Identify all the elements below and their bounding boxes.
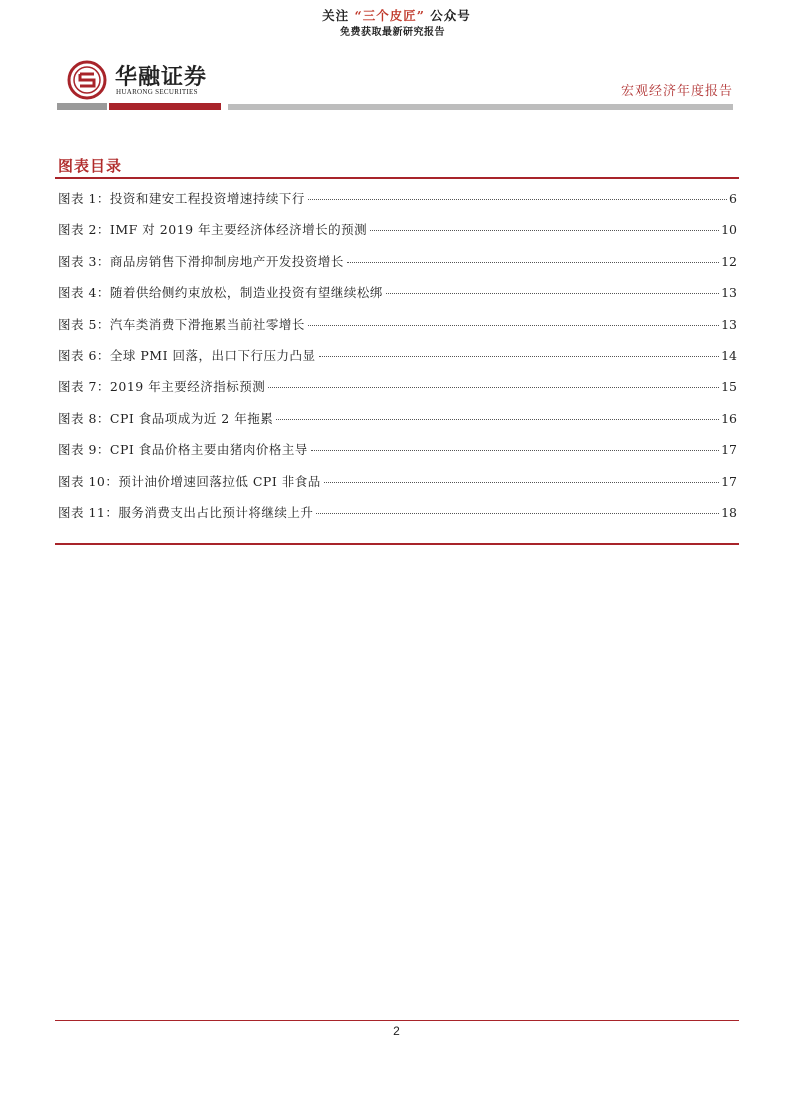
toc-item-label: 图表 7：2019 年主要经济指标预测 xyxy=(58,379,266,395)
logo-chinese-name: 华融证券 xyxy=(115,65,208,90)
toc-leader-dots xyxy=(347,262,719,263)
toc-leader-dots xyxy=(319,356,720,357)
toc-item-label: 图表 8：CPI 食品项成为近 2 年拖累 xyxy=(58,410,274,426)
promo-subline: 免费获取最新研究报告 xyxy=(340,27,445,38)
toc-leader-dots xyxy=(316,513,719,514)
toc-list xyxy=(58,189,737,534)
toc-item[interactable] xyxy=(58,503,737,534)
promo-highlight: “三个皮匠” xyxy=(354,8,425,23)
header-bar-gray-left xyxy=(57,103,107,110)
toc-leader-dots xyxy=(308,199,727,200)
toc-item[interactable] xyxy=(58,409,737,440)
toc-item-label: 图表 3：商品房销售下滑抑制房地产开发投资增长 xyxy=(58,253,344,269)
toc-item-page: 17 xyxy=(721,473,737,489)
toc-leader-dots xyxy=(308,325,719,326)
toc-item-label: 图表 11：服务消费支出占比预计将继续上升 xyxy=(58,504,314,520)
page-number: 2 xyxy=(393,1024,400,1038)
toc-item-page: 10 xyxy=(721,222,737,238)
toc-leader-dots xyxy=(324,482,719,483)
toc-bottom-rule xyxy=(55,543,739,545)
toc-item-label: 图表 4：随着供给侧约束放松，制造业投资有望继续松绑 xyxy=(58,285,383,301)
promo-banner xyxy=(0,6,793,24)
toc-item[interactable] xyxy=(58,377,737,408)
toc-item-page: 13 xyxy=(721,316,737,332)
toc-item[interactable] xyxy=(58,440,737,471)
toc-item-page: 12 xyxy=(721,253,737,269)
toc-item[interactable] xyxy=(58,189,737,220)
promo-suffix: 公众号 xyxy=(430,8,471,23)
toc-item-page: 13 xyxy=(721,285,737,301)
toc-title: 图表目录 xyxy=(58,157,123,175)
header-bar-red xyxy=(109,103,221,110)
toc-leader-dots xyxy=(268,387,719,388)
toc-item[interactable] xyxy=(58,220,737,251)
toc-top-rule xyxy=(55,177,739,179)
toc-item-page: 18 xyxy=(721,504,737,520)
toc-item-page: 15 xyxy=(721,379,737,395)
toc-leader-dots xyxy=(276,419,719,420)
toc-item-label: 图表 2：IMF 对 2019 年主要经济体经济增长的预测 xyxy=(58,222,368,238)
footer-rule xyxy=(55,1020,739,1021)
toc-leader-dots xyxy=(386,293,719,294)
toc-item-page: 16 xyxy=(721,410,737,426)
logo-english-name: HUARONG SECURITIES xyxy=(116,88,198,96)
toc-item[interactable] xyxy=(58,472,737,503)
toc-item-page: 6 xyxy=(729,191,737,206)
toc-item-page: 17 xyxy=(721,442,737,458)
toc-item-label: 图表 9：CPI 食品价格主要由猪肉价格主导 xyxy=(58,442,308,458)
promo-prefix: 关注 xyxy=(322,8,350,23)
huarong-logo-icon xyxy=(67,60,107,100)
toc-leader-dots xyxy=(370,230,719,231)
toc-item[interactable] xyxy=(58,252,737,283)
toc-item[interactable] xyxy=(58,346,737,377)
toc-item-label: 图表 1：投资和建安工程投资增速持续下行 xyxy=(58,191,305,206)
toc-item[interactable] xyxy=(58,315,737,346)
toc-item-label: 图表 10：预计油价增速回落拉低 CPI 非食品 xyxy=(58,473,321,489)
toc-item-page: 14 xyxy=(721,347,737,363)
toc-leader-dots xyxy=(311,450,719,451)
toc-item-label: 图表 6：全球 PMI 回落，出口下行压力凸显 xyxy=(58,347,316,363)
toc-item[interactable] xyxy=(58,283,737,314)
header-bar-gray-right xyxy=(228,104,733,110)
toc-item-label: 图表 5：汽车类消费下滑拖累当前社零增长 xyxy=(58,316,305,332)
report-type-label: 宏观经济年度报告 xyxy=(620,84,733,99)
